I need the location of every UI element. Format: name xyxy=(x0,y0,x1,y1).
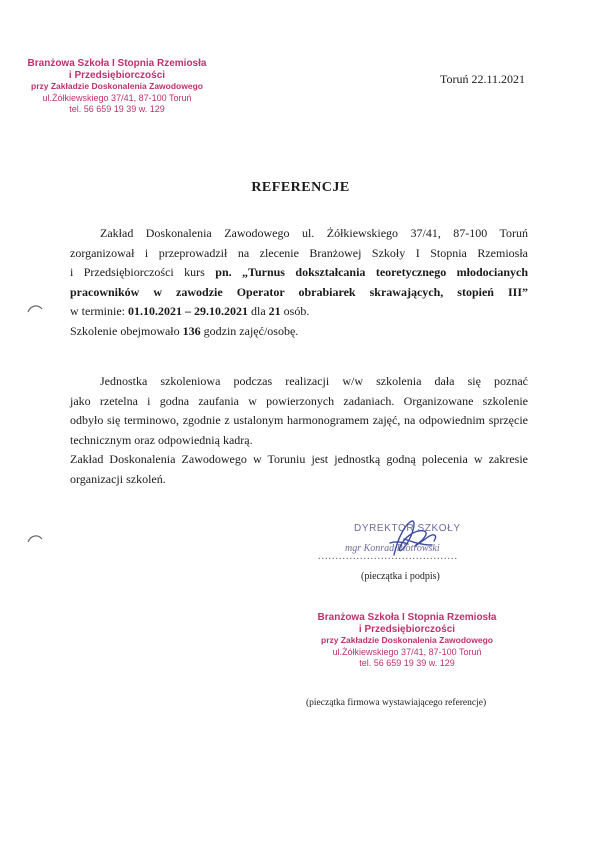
punch-hole-mark xyxy=(27,533,43,543)
paragraph-line: jako rzetelna i godna zaufania w powierzonych zadaniach. Organizowane szkolenie xyxy=(70,393,528,408)
stamp-line: i Przedsiębiorczości xyxy=(68,69,166,81)
paragraph-line: Zakład Doskonalenia Zawodowego w Toruniu jest jednostką godną polecenia w zakresie xyxy=(70,452,528,466)
director-stamp-name: mgr Konrad Piotrowski xyxy=(345,543,440,554)
text-fragment: dla xyxy=(247,304,269,318)
stamp-line: tel. 56 659 19 39 w. 129 xyxy=(69,104,165,114)
director-stamp-title: DYREKTOR SZKOŁY xyxy=(354,523,461,534)
school-stamp-header xyxy=(22,58,212,116)
text-fragment: Szkolenie obejmowało xyxy=(70,323,183,338)
paragraph-line: zorganizował i przeprowadził na zlecenie Branżowej Szkoły I Stopnia Rzemiosła xyxy=(70,245,528,260)
stamp-line: przy Zakładzie Doskonalenia Zawodowego xyxy=(31,81,203,91)
document-date: Toruń 22.11.2021 xyxy=(440,72,526,86)
course-name-part: pracowników w zawodzie Operator obrabiarek skrawających, stopień III” xyxy=(70,284,528,299)
stamp-line: ul.Żółkiewskiego 37/41, 87-100 Toruń xyxy=(332,646,482,657)
text-fragment: i Przedsiębiorczości kurs xyxy=(70,265,216,279)
stamp-line: ul.Żółkiewskiego 37/41, 87-100 Toruń xyxy=(42,92,192,103)
text-fragment: w terminie: xyxy=(70,304,128,318)
signature-line: ........................................ xyxy=(318,551,458,562)
paragraph-line: technicznym oraz odpowiednią kadrą. xyxy=(70,432,253,447)
signature-caption: (pieczątka i podpis) xyxy=(361,571,440,582)
paragraph-line xyxy=(70,322,528,342)
stamp-line: Branżowa Szkoła I Stopnia Rzemiosła xyxy=(27,58,207,69)
paragraph-line: organizacji szkoleń. xyxy=(70,471,166,486)
text-fragment: osób. xyxy=(280,304,310,318)
course-hours: 136 xyxy=(182,323,201,338)
paragraph-line xyxy=(70,283,528,303)
paragraph-course-details xyxy=(70,224,528,341)
paragraph-line: odbyło się terminowo, zgodnie z ustalonym harmonogramem zajęć, na odpowiednim sprzęcie xyxy=(70,413,528,427)
course-name-part: pn. „Turnus dokształcania teoretycznego młodocianych xyxy=(215,265,528,279)
paragraph-recommendation xyxy=(70,372,528,489)
participant-count: 21 xyxy=(268,304,281,318)
course-dates: 01.10.2021 – 29.10.2021 xyxy=(127,304,248,318)
paragraph-line: Zakład Doskonalenia Zawodowego ul. Żółkiewskiego 37/41, 87-100 Toruń xyxy=(100,226,528,240)
school-stamp-footer xyxy=(307,612,507,670)
stamp-line: tel. 56 659 19 39 w. 129 xyxy=(359,658,455,668)
handwritten-signature xyxy=(376,515,446,565)
firm-stamp-caption: (pieczątka firmowa wystawiającego referencje) xyxy=(306,698,487,708)
text-fragment: godzin zajęć/osobę. xyxy=(200,323,299,338)
punch-hole-mark xyxy=(27,303,43,313)
document-title: REFERENCJE xyxy=(251,180,350,195)
paragraph-line xyxy=(70,263,528,283)
paragraph-line xyxy=(70,302,528,322)
stamp-line: przy Zakładzie Doskonalenia Zawodowego xyxy=(321,635,493,645)
stamp-line: Branżowa Szkoła I Stopnia Rzemiosła xyxy=(317,612,497,623)
paragraph-line: Jednostka szkoleniowa podczas realizacji w/w szkolenia dała się poznać xyxy=(100,374,528,388)
stamp-line: i Przedsiębiorczości xyxy=(358,623,456,635)
